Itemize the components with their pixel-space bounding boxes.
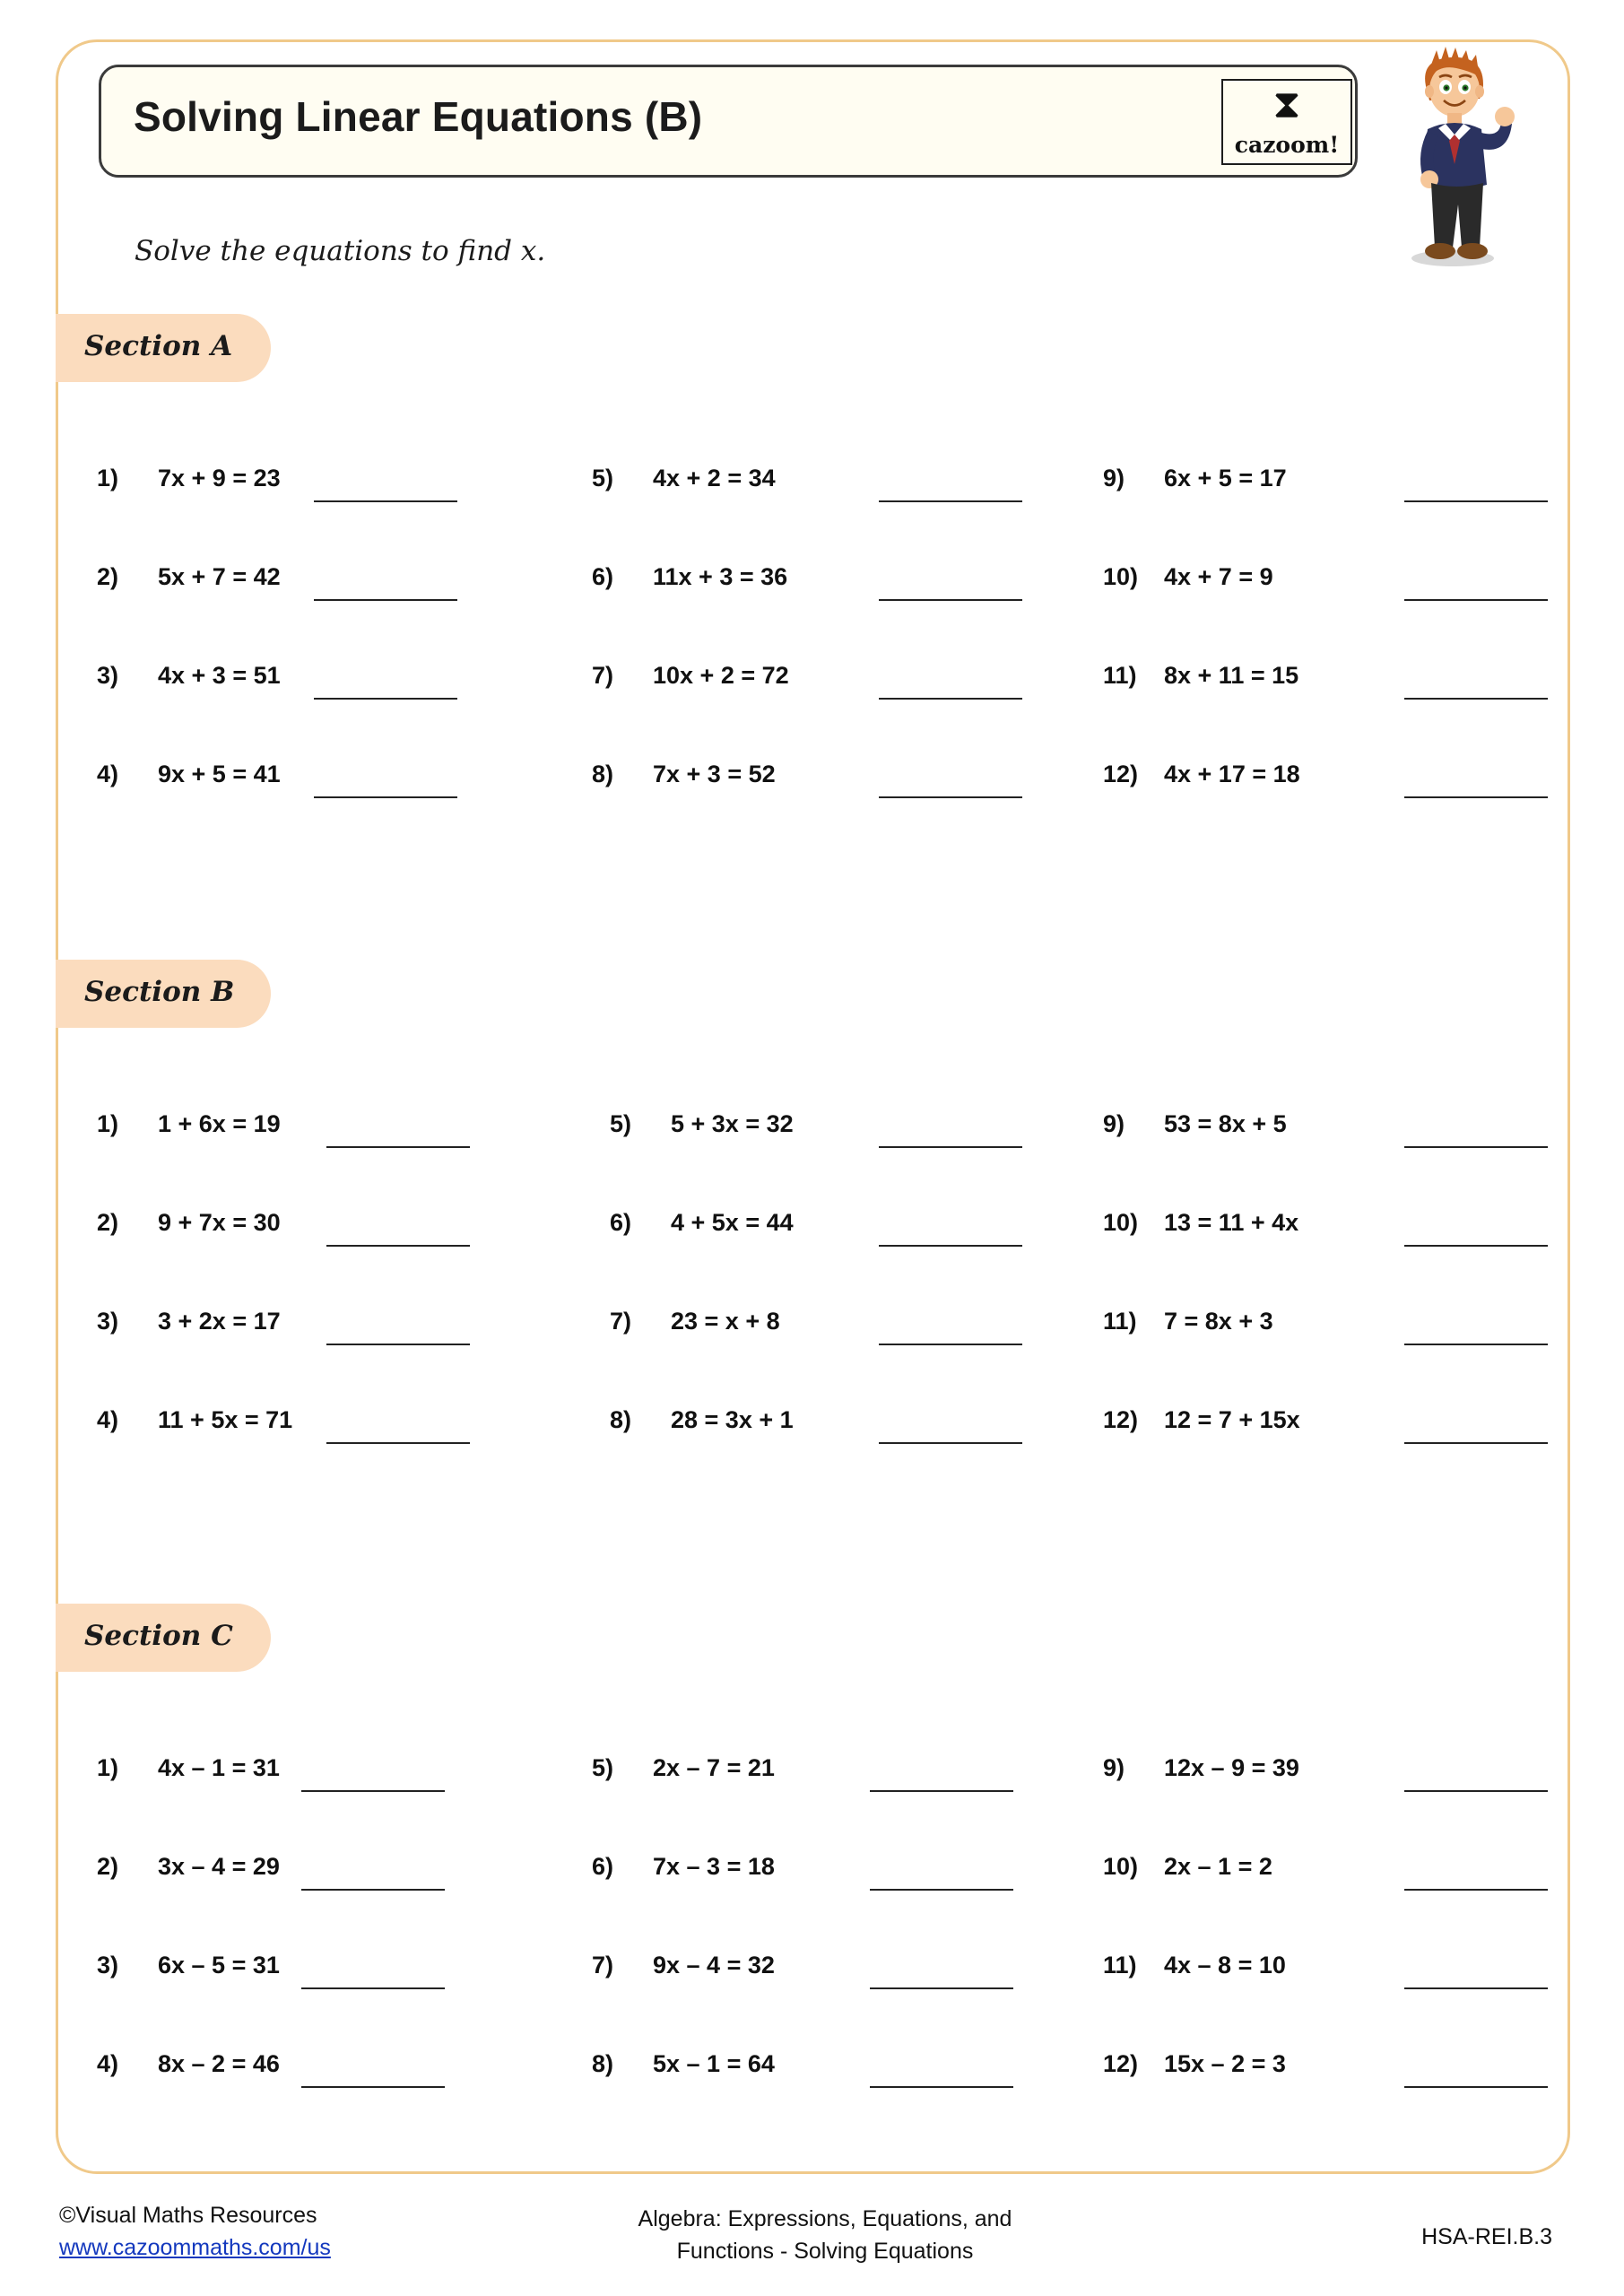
question-item xyxy=(97,653,473,707)
question-text: 5 + 3x = 32 xyxy=(671,1110,794,1137)
student-mascot-illustration xyxy=(1388,47,1523,271)
answer-blank[interactable] xyxy=(879,698,1022,700)
question-number: 7) xyxy=(610,1308,632,1335)
question-text: 7x + 3 = 52 xyxy=(653,761,776,787)
section-header-b xyxy=(56,960,271,1028)
footer-copyright-block xyxy=(59,2199,331,2264)
answer-blank[interactable] xyxy=(879,1245,1022,1247)
subject-line-1: Algebra: Expressions, Equations, and xyxy=(638,2206,1012,2231)
question-text: 4x + 7 = 9 xyxy=(1164,563,1273,590)
question-item xyxy=(1103,554,1498,608)
question-number: 4) xyxy=(97,2050,119,2077)
question-text: 53 = 8x + 5 xyxy=(1164,1110,1287,1137)
question-number: 9) xyxy=(1103,1110,1125,1137)
question-item xyxy=(592,653,977,707)
question-text: 13 = 11 + 4x xyxy=(1164,1209,1299,1236)
section-a-label: Section A xyxy=(84,330,233,362)
question-item xyxy=(97,752,473,805)
answer-blank[interactable] xyxy=(301,1987,445,1989)
answer-blank[interactable] xyxy=(1404,1442,1548,1444)
question-text: 11 + 5x = 71 xyxy=(158,1406,293,1433)
answer-blank[interactable] xyxy=(1404,1245,1548,1247)
question-item xyxy=(592,752,977,805)
question-number: 2) xyxy=(97,563,119,590)
question-item xyxy=(592,554,977,608)
question-item xyxy=(1103,1844,1498,1898)
answer-blank[interactable] xyxy=(301,1790,445,1792)
question-item xyxy=(610,1101,995,1155)
answer-blank[interactable] xyxy=(1404,1987,1548,1989)
question-number: 12) xyxy=(1103,2050,1139,2077)
question-number: 7) xyxy=(592,1952,614,1979)
title-box xyxy=(99,65,1358,178)
question-text: 4 + 5x = 44 xyxy=(671,1209,794,1236)
answer-blank[interactable] xyxy=(870,2086,1013,2088)
question-number: 5) xyxy=(610,1110,632,1137)
question-text: 12x – 9 = 39 xyxy=(1164,1754,1299,1781)
answer-blank[interactable] xyxy=(879,796,1022,798)
question-item xyxy=(610,1397,995,1451)
question-number: 2) xyxy=(97,1209,119,1236)
section-header-a xyxy=(56,314,271,382)
question-number: 10) xyxy=(1103,1209,1139,1236)
answer-blank[interactable] xyxy=(301,1889,445,1891)
question-item xyxy=(1103,1745,1498,1799)
answer-blank[interactable] xyxy=(326,1442,470,1444)
answer-blank[interactable] xyxy=(879,500,1022,502)
question-text: 6x – 5 = 31 xyxy=(158,1952,280,1979)
question-number: 4) xyxy=(97,1406,119,1433)
question-text: 5x – 1 = 64 xyxy=(653,2050,775,2077)
answer-blank[interactable] xyxy=(1404,500,1548,502)
question-number: 8) xyxy=(592,761,614,787)
question-text: 7x + 9 = 23 xyxy=(158,465,281,491)
hourglass-icon: ⧗ xyxy=(1272,82,1301,127)
question-number: 4) xyxy=(97,761,119,787)
section-b-label: Section B xyxy=(84,976,235,1008)
question-text: 28 = 3x + 1 xyxy=(671,1406,794,1433)
question-text: 4x – 1 = 31 xyxy=(158,1754,280,1781)
question-item xyxy=(97,554,473,608)
question-number: 2) xyxy=(97,1853,119,1880)
answer-blank[interactable] xyxy=(879,599,1022,601)
question-item xyxy=(97,1397,482,1451)
answer-blank[interactable] xyxy=(1404,1889,1548,1891)
question-text: 8x + 11 = 15 xyxy=(1164,662,1299,689)
question-text: 11x + 3 = 36 xyxy=(653,563,788,590)
answer-blank[interactable] xyxy=(879,1344,1022,1345)
answer-blank[interactable] xyxy=(1404,796,1548,798)
question-number: 11) xyxy=(1103,1952,1137,1979)
question-text: 23 = x + 8 xyxy=(671,1308,780,1335)
question-item xyxy=(97,1101,482,1155)
answer-blank[interactable] xyxy=(1404,599,1548,601)
question-number: 11) xyxy=(1103,662,1137,689)
website-link[interactable]: www.cazoommaths.com/us xyxy=(59,2235,331,2260)
question-item xyxy=(97,1200,482,1254)
answer-blank[interactable] xyxy=(301,2086,445,2088)
answer-blank[interactable] xyxy=(326,1344,470,1345)
section-c-label: Section C xyxy=(84,1620,233,1652)
answer-blank[interactable] xyxy=(314,500,457,502)
instruction-text: Solve the equations to find x. xyxy=(135,235,546,267)
section-header-c xyxy=(56,1604,271,1672)
question-text: 4x + 3 = 51 xyxy=(158,662,281,689)
question-number: 1) xyxy=(97,1110,119,1137)
question-text: 10x + 2 = 72 xyxy=(653,662,789,689)
subject-line-2: Functions - Solving Equations xyxy=(676,2239,974,2264)
answer-blank[interactable] xyxy=(1404,1344,1548,1345)
question-text: 7x – 3 = 18 xyxy=(653,1853,775,1880)
question-number: 6) xyxy=(592,563,614,590)
answer-blank[interactable] xyxy=(1404,2086,1548,2088)
question-number: 1) xyxy=(97,465,119,491)
question-number: 6) xyxy=(610,1209,632,1236)
question-number: 7) xyxy=(592,662,614,689)
answer-blank[interactable] xyxy=(870,1987,1013,1989)
question-item xyxy=(1103,1101,1498,1155)
question-item xyxy=(592,1844,977,1898)
answer-blank[interactable] xyxy=(326,1245,470,1247)
answer-blank[interactable] xyxy=(314,796,457,798)
question-item xyxy=(1103,456,1498,509)
question-text: 2x – 7 = 21 xyxy=(653,1754,775,1781)
question-number: 9) xyxy=(1103,465,1125,491)
question-text: 9x – 4 = 32 xyxy=(653,1952,775,1979)
answer-blank[interactable] xyxy=(870,1889,1013,1891)
page-title: Solving Linear Equations (B) xyxy=(134,93,703,140)
answer-blank[interactable] xyxy=(314,599,457,601)
question-text: 3 + 2x = 17 xyxy=(158,1308,281,1335)
answer-blank[interactable] xyxy=(879,1146,1022,1148)
question-text: 12 = 7 + 15x xyxy=(1164,1406,1300,1433)
question-text: 5x + 7 = 42 xyxy=(158,563,281,590)
question-item xyxy=(1103,1299,1498,1352)
logo-wordmark: cazoom! xyxy=(1234,132,1340,158)
question-number: 3) xyxy=(97,662,119,689)
question-number: 12) xyxy=(1103,1406,1139,1433)
question-item xyxy=(1103,1943,1498,1996)
question-number: 5) xyxy=(592,1754,614,1781)
question-item xyxy=(592,2041,977,2095)
standard-code: HSA-REI.B.3 xyxy=(1421,2224,1552,2249)
answer-blank[interactable] xyxy=(1404,1146,1548,1148)
copyright-text: ©Visual Maths Resources xyxy=(59,2203,317,2228)
question-text: 4x + 17 = 18 xyxy=(1164,761,1300,787)
question-number: 3) xyxy=(97,1308,119,1335)
footer-subject-block xyxy=(556,2203,1094,2267)
question-item xyxy=(97,1844,482,1898)
answer-blank[interactable] xyxy=(870,1790,1013,1792)
question-text: 4x – 8 = 10 xyxy=(1164,1952,1286,1979)
answer-blank[interactable] xyxy=(326,1146,470,1148)
answer-blank[interactable] xyxy=(1404,698,1548,700)
cazoom-logo xyxy=(1221,79,1352,165)
question-item xyxy=(592,1943,977,1996)
question-text: 7 = 8x + 3 xyxy=(1164,1308,1273,1335)
question-item xyxy=(592,456,977,509)
answer-blank[interactable] xyxy=(314,698,457,700)
question-item xyxy=(1103,1200,1498,1254)
question-item xyxy=(610,1200,995,1254)
question-item xyxy=(592,1745,977,1799)
page-footer xyxy=(0,2199,1624,2289)
question-item xyxy=(97,456,473,509)
question-number: 8) xyxy=(592,2050,614,2077)
question-item xyxy=(1103,653,1498,707)
question-item xyxy=(1103,2041,1498,2095)
question-item xyxy=(1103,1397,1498,1451)
question-text: 9 + 7x = 30 xyxy=(158,1209,281,1236)
answer-blank[interactable] xyxy=(1404,1790,1548,1792)
question-number: 11) xyxy=(1103,1308,1137,1335)
question-text: 6x + 5 = 17 xyxy=(1164,465,1287,491)
question-item xyxy=(97,2041,482,2095)
question-number: 12) xyxy=(1103,761,1139,787)
question-number: 1) xyxy=(97,1754,119,1781)
question-number: 6) xyxy=(592,1853,614,1880)
question-number: 10) xyxy=(1103,1853,1139,1880)
question-text: 9x + 5 = 41 xyxy=(158,761,281,787)
question-text: 15x – 2 = 3 xyxy=(1164,2050,1286,2077)
question-text: 2x – 1 = 2 xyxy=(1164,1853,1272,1880)
question-text: 1 + 6x = 19 xyxy=(158,1110,281,1137)
question-number: 8) xyxy=(610,1406,632,1433)
question-item xyxy=(97,1745,482,1799)
question-number: 10) xyxy=(1103,563,1139,590)
question-number: 3) xyxy=(97,1952,119,1979)
question-text: 4x + 2 = 34 xyxy=(653,465,776,491)
question-item xyxy=(97,1943,482,1996)
question-text: 8x – 2 = 46 xyxy=(158,2050,280,2077)
question-number: 5) xyxy=(592,465,614,491)
question-text: 3x – 4 = 29 xyxy=(158,1853,280,1880)
question-item xyxy=(610,1299,995,1352)
question-item xyxy=(1103,752,1498,805)
answer-blank[interactable] xyxy=(879,1442,1022,1444)
question-item xyxy=(97,1299,482,1352)
question-number: 9) xyxy=(1103,1754,1125,1781)
